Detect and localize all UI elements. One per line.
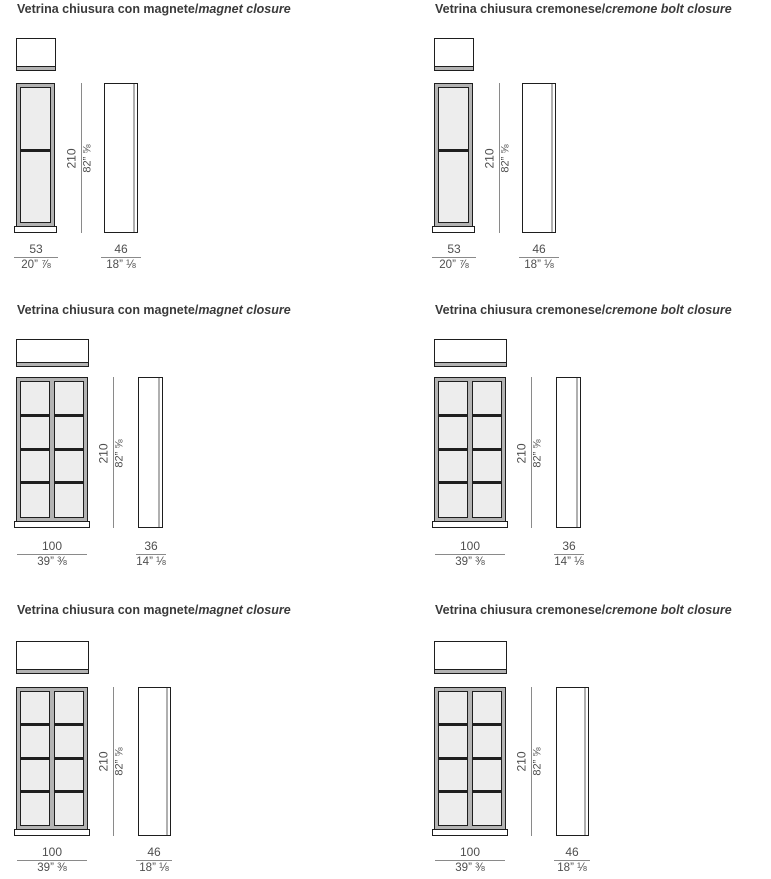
closure-type-english: cremone bolt closure bbox=[605, 2, 732, 16]
plan-view bbox=[434, 339, 507, 367]
depth-inch-label: 18” ⅛ bbox=[524, 259, 554, 271]
door-rail bbox=[21, 790, 49, 793]
door-rail bbox=[55, 723, 83, 726]
plan-back-strip bbox=[435, 669, 506, 673]
plinth-base bbox=[14, 226, 57, 233]
door-rail bbox=[439, 448, 467, 451]
front-view bbox=[434, 687, 506, 836]
depth-inch-label: 18” ⅛ bbox=[106, 259, 136, 271]
width-cm-label: 53 bbox=[29, 242, 43, 256]
door-rail bbox=[473, 790, 501, 793]
depth-cm-label: 46 bbox=[565, 845, 579, 859]
glass-door-right bbox=[472, 691, 502, 826]
closure-type-italian: chiusura con magnete/ bbox=[58, 603, 199, 617]
depth-cm-label: 46 bbox=[114, 242, 128, 256]
height-inch-label: 82” ⅝ bbox=[81, 144, 94, 173]
width-inch-label: 20” ⅞ bbox=[439, 259, 469, 271]
width-dimension bbox=[14, 243, 58, 272]
width-inch-label: 39” ⅜ bbox=[37, 556, 67, 568]
plinth-base bbox=[14, 521, 90, 528]
door-rail bbox=[473, 723, 501, 726]
height-cm-label: 210 bbox=[64, 148, 79, 169]
height-inch-label: 82” ⅝ bbox=[499, 144, 512, 173]
glass-door bbox=[20, 87, 51, 223]
plan-view bbox=[16, 641, 89, 674]
width-cm-label: 100 bbox=[459, 539, 481, 553]
depth-dimension bbox=[136, 846, 172, 875]
door-rail bbox=[21, 448, 49, 451]
height-cm-label: 210 bbox=[482, 148, 497, 169]
section-vetrina-cremone-100x36 bbox=[418, 293, 771, 586]
depth-cm-label: 46 bbox=[532, 242, 546, 256]
side-view bbox=[138, 687, 171, 836]
side-view bbox=[138, 377, 163, 528]
width-dimension bbox=[432, 243, 476, 272]
door-rail bbox=[55, 757, 83, 760]
glass-door-left bbox=[20, 381, 50, 518]
section-vetrina-cremone-53 bbox=[418, 0, 771, 293]
height-inch-label: 82” ⅝ bbox=[531, 747, 544, 776]
glass-door-right bbox=[54, 381, 84, 518]
height-inch-label: 82” ⅝ bbox=[531, 439, 544, 468]
width-dimension bbox=[435, 540, 505, 569]
door-rail bbox=[473, 757, 501, 760]
product-name: Vetrina bbox=[17, 303, 59, 317]
plan-view bbox=[434, 38, 474, 71]
glass-door bbox=[438, 87, 469, 223]
door-rail bbox=[439, 149, 468, 152]
depth-cm-label: 36 bbox=[562, 539, 576, 553]
door-rail bbox=[21, 757, 49, 760]
door-rail bbox=[439, 757, 467, 760]
side-edge-strip bbox=[166, 688, 168, 835]
side-view bbox=[104, 83, 138, 233]
closure-type-italian: chiusura cremonese/ bbox=[476, 2, 606, 16]
section-title bbox=[435, 303, 732, 317]
front-view bbox=[16, 83, 55, 233]
door-rail bbox=[21, 149, 50, 152]
width-dimension bbox=[17, 540, 87, 569]
plan-back-strip bbox=[17, 669, 88, 673]
height-cm-label: 210 bbox=[96, 443, 111, 464]
side-view bbox=[556, 377, 581, 528]
depth-inch-label: 14” ⅛ bbox=[554, 556, 584, 568]
height-cm-label: 210 bbox=[514, 751, 529, 772]
plan-view bbox=[434, 641, 507, 674]
closure-type-italian: chiusura cremonese/ bbox=[476, 603, 606, 617]
depth-dimension bbox=[554, 846, 590, 875]
section-title bbox=[435, 603, 732, 617]
plinth-base bbox=[432, 226, 475, 233]
width-inch-label: 39” ⅜ bbox=[455, 556, 485, 568]
plan-back-strip bbox=[435, 362, 506, 366]
door-rail bbox=[439, 723, 467, 726]
closure-type-italian: chiusura cremonese/ bbox=[476, 303, 606, 317]
section-title bbox=[17, 2, 291, 16]
height-cm-label: 210 bbox=[96, 751, 111, 772]
depth-dimension bbox=[101, 243, 141, 272]
closure-type-english: magnet closure bbox=[198, 603, 291, 617]
width-cm-label: 100 bbox=[41, 539, 63, 553]
plan-back-strip bbox=[17, 66, 55, 70]
door-rail bbox=[473, 481, 501, 484]
glass-door-left bbox=[20, 691, 50, 826]
depth-inch-label: 14” ⅛ bbox=[136, 556, 166, 568]
plinth-base bbox=[432, 829, 508, 836]
closure-type-english: cremone bolt closure bbox=[605, 603, 732, 617]
door-rail bbox=[439, 481, 467, 484]
plan-view bbox=[16, 38, 56, 71]
product-name: Vetrina bbox=[435, 303, 477, 317]
front-view bbox=[434, 83, 473, 233]
door-rail bbox=[55, 448, 83, 451]
side-edge-strip bbox=[133, 84, 135, 232]
door-rail bbox=[21, 414, 49, 417]
side-edge-strip bbox=[576, 378, 578, 527]
width-inch-label: 39” ⅜ bbox=[455, 862, 485, 874]
door-rail bbox=[473, 414, 501, 417]
height-inch-label: 82” ⅝ bbox=[113, 747, 126, 776]
front-view bbox=[434, 377, 506, 528]
section-vetrina-magnet-100x36 bbox=[0, 293, 353, 586]
width-inch-label: 20” ⅞ bbox=[21, 259, 51, 271]
door-rail bbox=[55, 790, 83, 793]
side-edge-strip bbox=[584, 688, 586, 835]
product-name: Vetrina bbox=[435, 603, 477, 617]
width-dimension bbox=[17, 846, 87, 875]
depth-inch-label: 18” ⅛ bbox=[139, 862, 169, 874]
depth-dimension bbox=[519, 243, 559, 272]
depth-dimension bbox=[136, 540, 166, 569]
door-rail bbox=[439, 790, 467, 793]
height-cm-label: 210 bbox=[514, 443, 529, 464]
section-title bbox=[17, 603, 291, 617]
width-cm-label: 100 bbox=[459, 845, 481, 859]
plan-back-strip bbox=[435, 66, 473, 70]
depth-dimension bbox=[554, 540, 584, 569]
depth-inch-label: 18” ⅛ bbox=[557, 862, 587, 874]
width-cm-label: 100 bbox=[41, 845, 63, 859]
door-rail bbox=[473, 448, 501, 451]
plan-view bbox=[16, 339, 89, 367]
section-vetrina-cremone-100x46 bbox=[418, 586, 771, 879]
width-cm-label: 53 bbox=[447, 242, 461, 256]
front-view bbox=[16, 687, 88, 836]
side-edge-strip bbox=[551, 84, 553, 232]
side-view bbox=[556, 687, 589, 836]
width-inch-label: 39” ⅜ bbox=[37, 862, 67, 874]
door-rail bbox=[21, 723, 49, 726]
glass-door-right bbox=[54, 691, 84, 826]
closure-type-english: magnet closure bbox=[198, 303, 291, 317]
plinth-base bbox=[432, 521, 508, 528]
door-rail bbox=[21, 481, 49, 484]
closure-type-english: cremone bolt closure bbox=[605, 303, 732, 317]
glass-door-right bbox=[472, 381, 502, 518]
side-view bbox=[522, 83, 556, 233]
door-rail bbox=[55, 481, 83, 484]
glass-door-left bbox=[438, 381, 468, 518]
section-title bbox=[435, 2, 732, 16]
section-vetrina-magnet-100x46 bbox=[0, 586, 353, 879]
closure-type-italian: chiusura con magnete/ bbox=[58, 2, 199, 16]
door-rail bbox=[55, 414, 83, 417]
depth-cm-label: 36 bbox=[144, 539, 158, 553]
width-dimension bbox=[435, 846, 505, 875]
front-view bbox=[16, 377, 88, 528]
height-inch-label: 82” ⅝ bbox=[113, 439, 126, 468]
side-edge-strip bbox=[158, 378, 160, 527]
section-vetrina-magnet-53 bbox=[0, 0, 353, 293]
closure-type-english: magnet closure bbox=[198, 2, 291, 16]
door-rail bbox=[439, 414, 467, 417]
product-name: Vetrina bbox=[435, 2, 477, 16]
plan-back-strip bbox=[17, 362, 88, 366]
section-title bbox=[17, 303, 291, 317]
closure-type-italian: chiusura con magnete/ bbox=[58, 303, 199, 317]
depth-cm-label: 46 bbox=[147, 845, 161, 859]
glass-door-left bbox=[438, 691, 468, 826]
plinth-base bbox=[14, 829, 90, 836]
product-name: Vetrina bbox=[17, 2, 59, 16]
product-name: Vetrina bbox=[17, 603, 59, 617]
